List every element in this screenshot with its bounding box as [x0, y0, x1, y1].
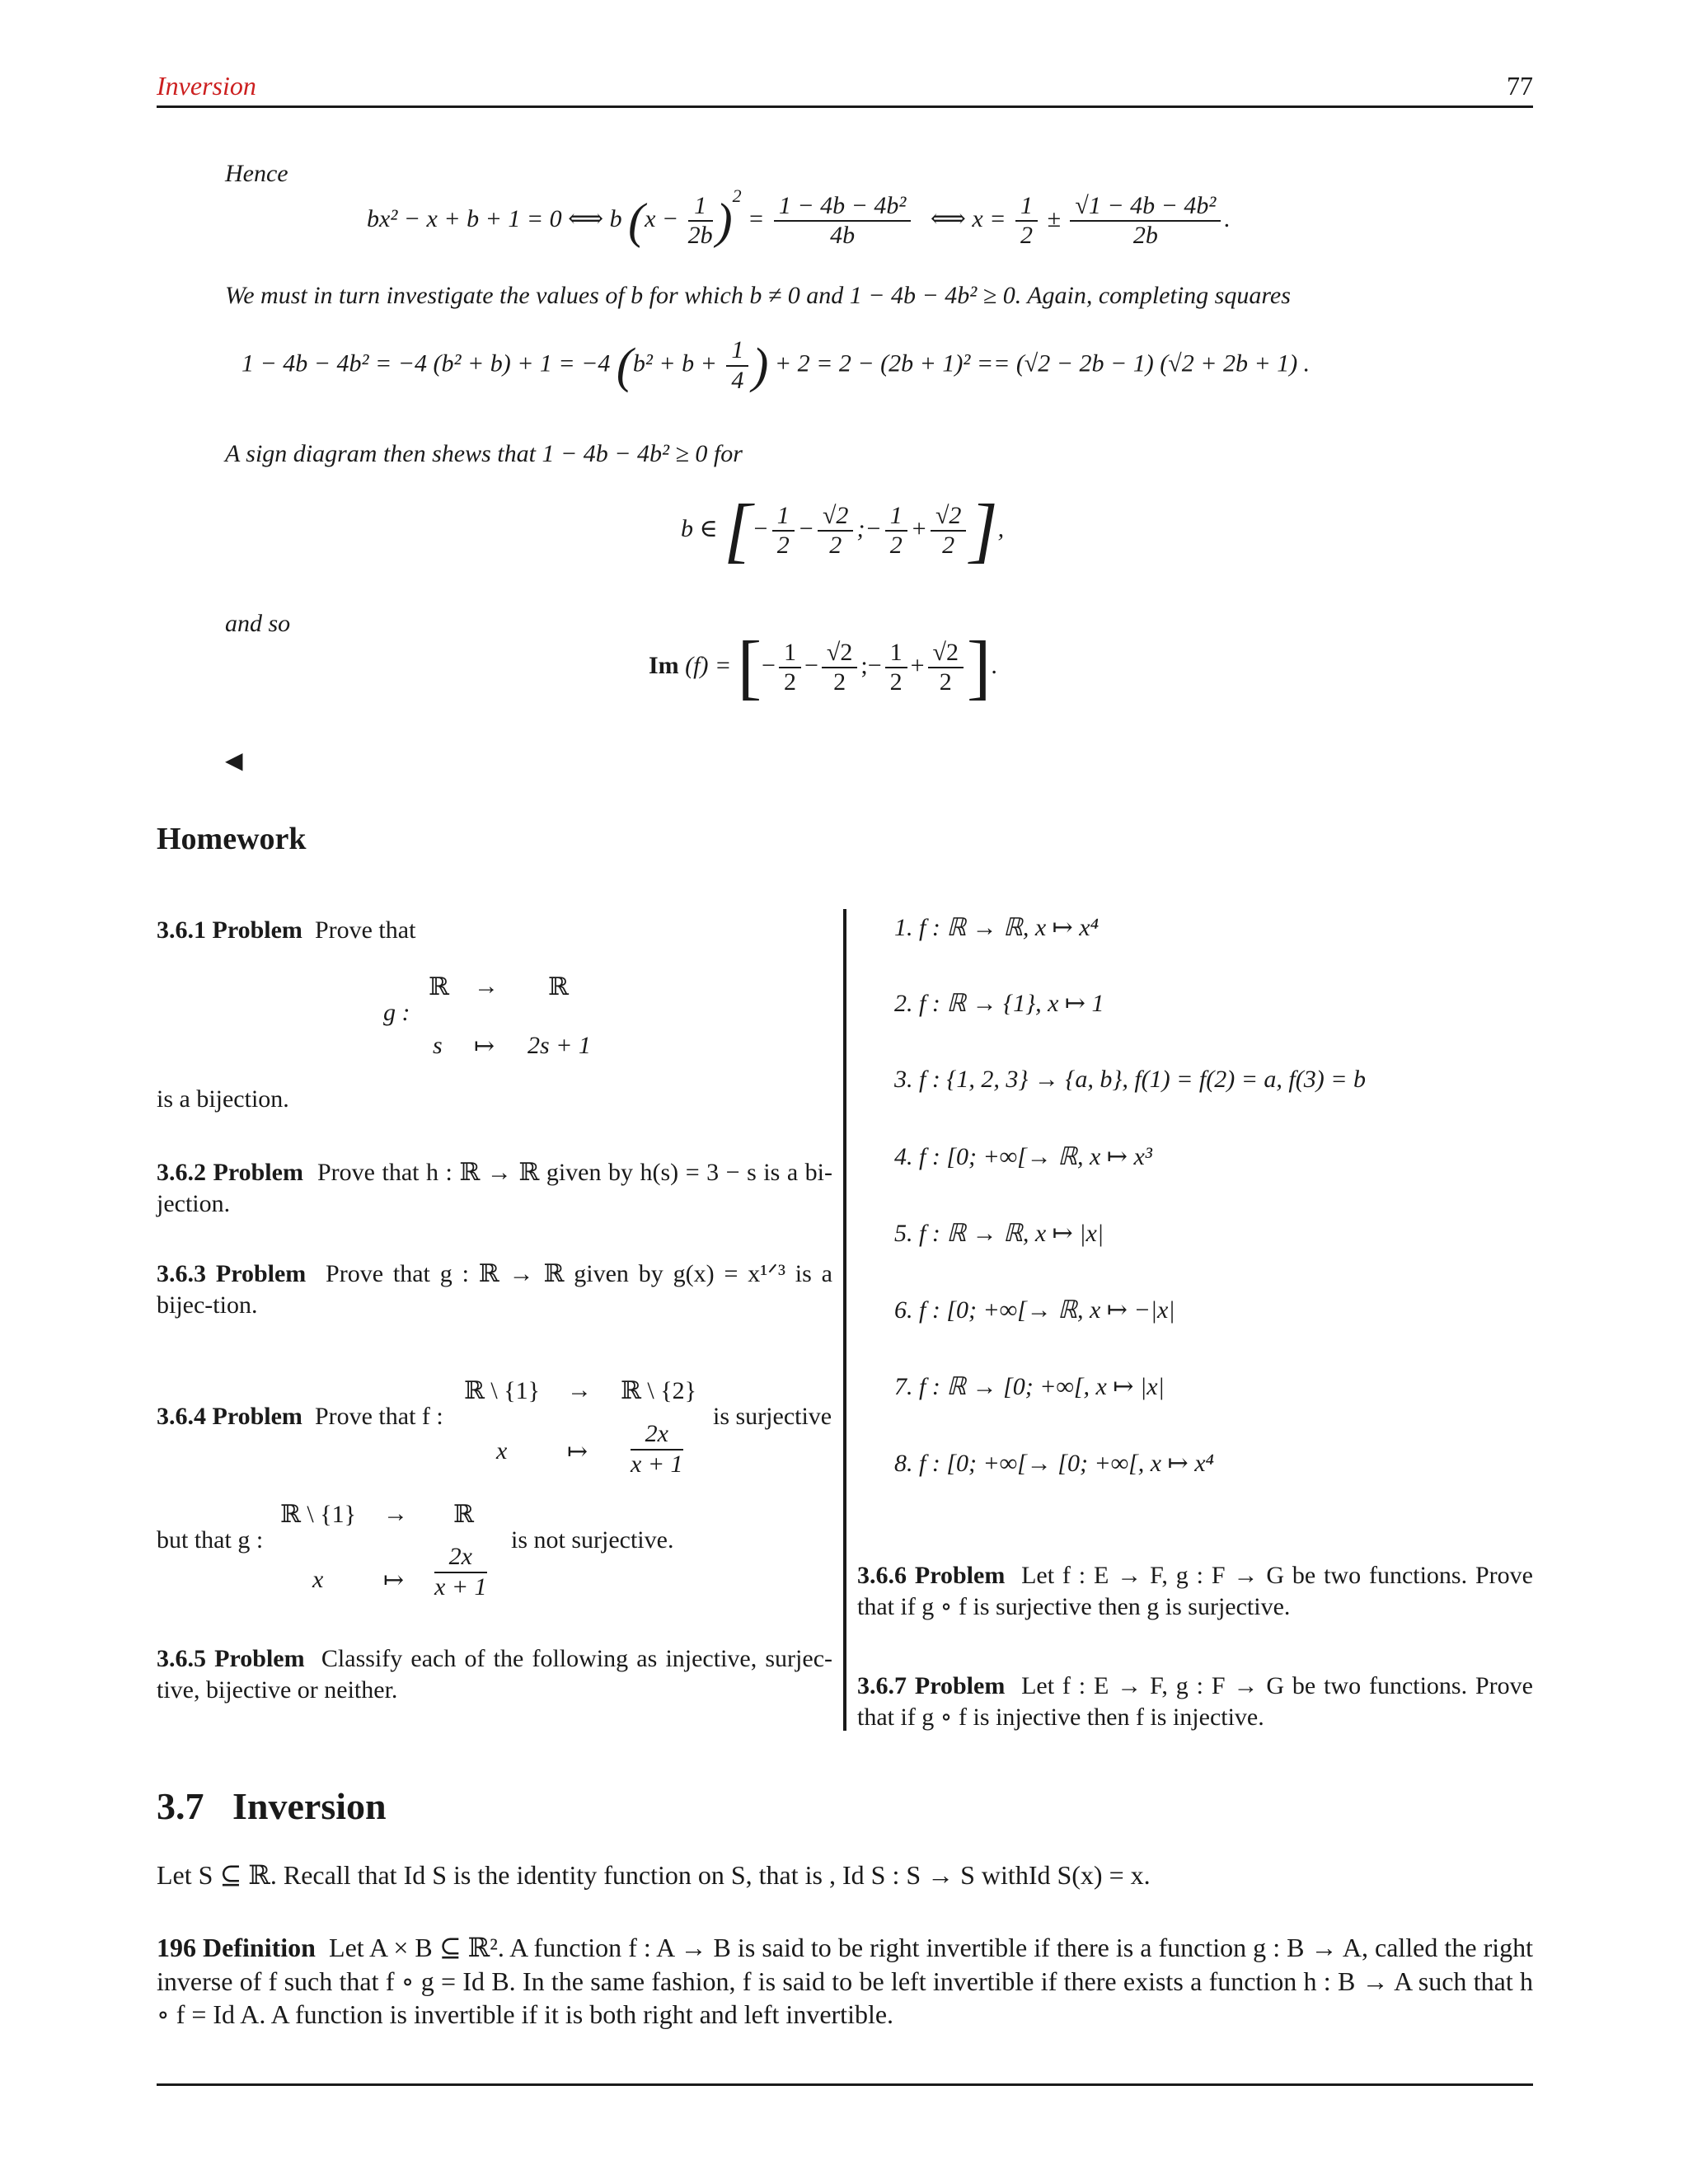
equation-1	[367, 185, 1231, 251]
problem-3-6-7: 3.6.7 Problem Let f : E → F, g : F → G be two functions. Prove that if g ∘ f is injective then f is injective.	[857, 1672, 1533, 1731]
problem-3-6-3: 3.6.3 Problem Prove that g : ℝ → ℝ given by g(x) = x¹ᐟ³ is a bijec-tion.	[157, 1260, 832, 1319]
list-item: 1. f : ℝ → ℝ, x ↦ x⁴	[894, 914, 1100, 941]
problem-text: Prove that	[314, 916, 416, 944]
and-so-text: and so	[225, 610, 291, 637]
right-bracket: ]	[969, 490, 998, 570]
problem-3-6-1-end: is a bijection.	[157, 1085, 289, 1113]
list-item: 8. f : [0; +∞[→ [0; +∞[, x ↦ x⁴	[894, 1450, 1214, 1477]
classification-list	[894, 907, 1537, 1483]
problem-3-6-2: 3.6.2 Problem Prove that h : ℝ → ℝ given by h(s) = 3 − s is a bi-jection.	[157, 1159, 832, 1217]
problem-3-6-4: 3.6.4 Problem Prove that f :	[157, 1403, 443, 1430]
eq1-frac-4: $\frac{\text{√1 − 4b − 4b²}}{2b}$	[1070, 192, 1221, 251]
list-item: 5. f : ℝ → ℝ, x ↦ |x|	[894, 1220, 1104, 1247]
right-bracket-2: ]	[967, 627, 992, 707]
section-intro: Let S ⊆ ℝ. Recall that Id S is the identity function on S, that is , Id S : S → S withId S(x) = x.	[157, 1860, 1151, 1890]
eq1-pm: ±	[1047, 205, 1061, 232]
eq1-iff: ⟺ x =	[930, 205, 1006, 232]
column-divider	[843, 909, 846, 1731]
equation-2	[241, 336, 1310, 395]
eq1-equals: =	[748, 205, 765, 232]
homework-heading: Homework	[157, 822, 307, 856]
im-f: (f) =	[685, 651, 732, 679]
sign-diagram-text: A sign diagram then shews that 1 − 4b − 4b² ≥ 0 for	[225, 440, 743, 467]
map-g-3-6-4: ℝ \ {1} → ℝ x ↦ $\frac{2x}{x + 1}$	[280, 1500, 487, 1601]
image-of-f: Im (f) = [− $\frac{1}{2}$ − $\frac{√2}{2}$ ;− $\frac{1}{2}$ + $\frac{√2}{2}$ ].	[649, 627, 997, 707]
eq1-period: .	[1224, 205, 1231, 232]
list-item: 4. f : [0; +∞[→ ℝ, x ↦ x³	[894, 1143, 1152, 1170]
definition-label: 196 Definition	[157, 1933, 316, 1962]
eq2-left: 1 − 4b − 4b² = −4 (b² + b) + 1 = −4	[241, 349, 611, 377]
eq1-frac-3: $\frac{1}{2}$	[1015, 192, 1038, 251]
investigate-text: We must in turn investigate the values of b for which b ≠ 0 and 1 − 4b − 4b² ≥ 0. Again, completing squares	[225, 282, 1291, 309]
eq1-rparen: )	[715, 194, 733, 249]
eq1-lparen: (	[628, 194, 645, 249]
definition-text: Let A × B ⊆ ℝ². A function f : A → B is said to be right invertible if there is a function g : B → A, called the right inverse of f such that f ∘ g = Id B. In the same fashion, f is said to be left invertible if there exists a function h : B → A such that h ∘ f = Id A. A function is invertible if it is both right and left invertible.	[157, 1933, 1534, 2030]
eq1-x: x −	[645, 205, 679, 232]
map-g-1: g : ℝ → ℝ s ↦ 2s + 1	[383, 972, 591, 1060]
definition-196	[157, 1931, 1533, 2032]
but-that-g: but that g :	[157, 1526, 264, 1554]
b-in: b ∈	[681, 514, 718, 542]
page-number: 77	[1507, 71, 1533, 101]
section-heading	[157, 1784, 387, 1828]
eq1-power: 2	[732, 185, 742, 206]
eq1-frac-1: $\frac{1}{2b}$	[687, 191, 713, 250]
list-item: 3. f : {1, 2, 3} → {a, b}, f(1) = f(2) = a, f(3) = b	[894, 1066, 1366, 1093]
eq2-rparen: )	[752, 338, 769, 393]
section-number: 3.7	[157, 1785, 204, 1827]
is-surjective: is surjective	[713, 1403, 832, 1430]
problem-label: 3.6.1 Problem	[157, 916, 302, 944]
header-rule	[157, 105, 1533, 108]
left-bracket: [	[724, 490, 753, 570]
list-item: 2. f : ℝ → {1}, x ↦ 1	[894, 990, 1104, 1017]
interval-b: b ∈ [− $\frac{1}{2}$ − $\frac{√2}{2}$ ;− $\frac{1}{2}$ + $\frac{√2}{2}$ ],	[681, 490, 1005, 570]
footer-rule	[157, 2083, 1533, 2086]
left-bracket-2: [	[737, 627, 762, 707]
eq2-mid: b² + b +	[632, 349, 717, 377]
problem-3-6-1	[157, 916, 415, 944]
im-label: Im	[649, 651, 679, 679]
eq2-frac: $\frac{1}{4}$	[726, 336, 748, 395]
end-of-proof-mark: ◀	[225, 748, 243, 774]
list-item: 6. f : [0; +∞[→ ℝ, x ↦ −|x|	[894, 1296, 1175, 1324]
map-f-3-6-4: ℝ \ {1} → ℝ \ {2} x ↦ $\frac{2x}{x + 1}$	[464, 1376, 697, 1478]
eq2-right: + 2 = 2 − (2b + 1)² == (√2 − 2b − 1) (√2 + 2b + 1) .	[774, 349, 1311, 377]
eq1-left: bx² − x + b + 1 = 0 ⟺ b	[367, 205, 622, 232]
section-title: Inversion	[232, 1785, 387, 1827]
eq1-frac-2: $\frac{\text{1 − 4b − 4b²}}{4b}$	[774, 192, 911, 251]
is-not-surjective: is not surjective.	[511, 1526, 674, 1554]
hence-text: Hence	[225, 160, 288, 187]
problem-3-6-6: 3.6.6 Problem Let f : E → F, g : F → G be two functions. Prove that if g ∘ f is surjective then g is surjective.	[857, 1562, 1533, 1620]
eq2-lparen: (	[616, 338, 633, 393]
problem-3-6-5: 3.6.5 Problem Classify each of the following as injective, surjec-tive, bijective or neither.	[157, 1645, 833, 1704]
list-item: 7. f : ℝ → [0; +∞[, x ↦ |x|	[894, 1373, 1165, 1400]
running-header-chapter: Inversion	[157, 71, 256, 101]
